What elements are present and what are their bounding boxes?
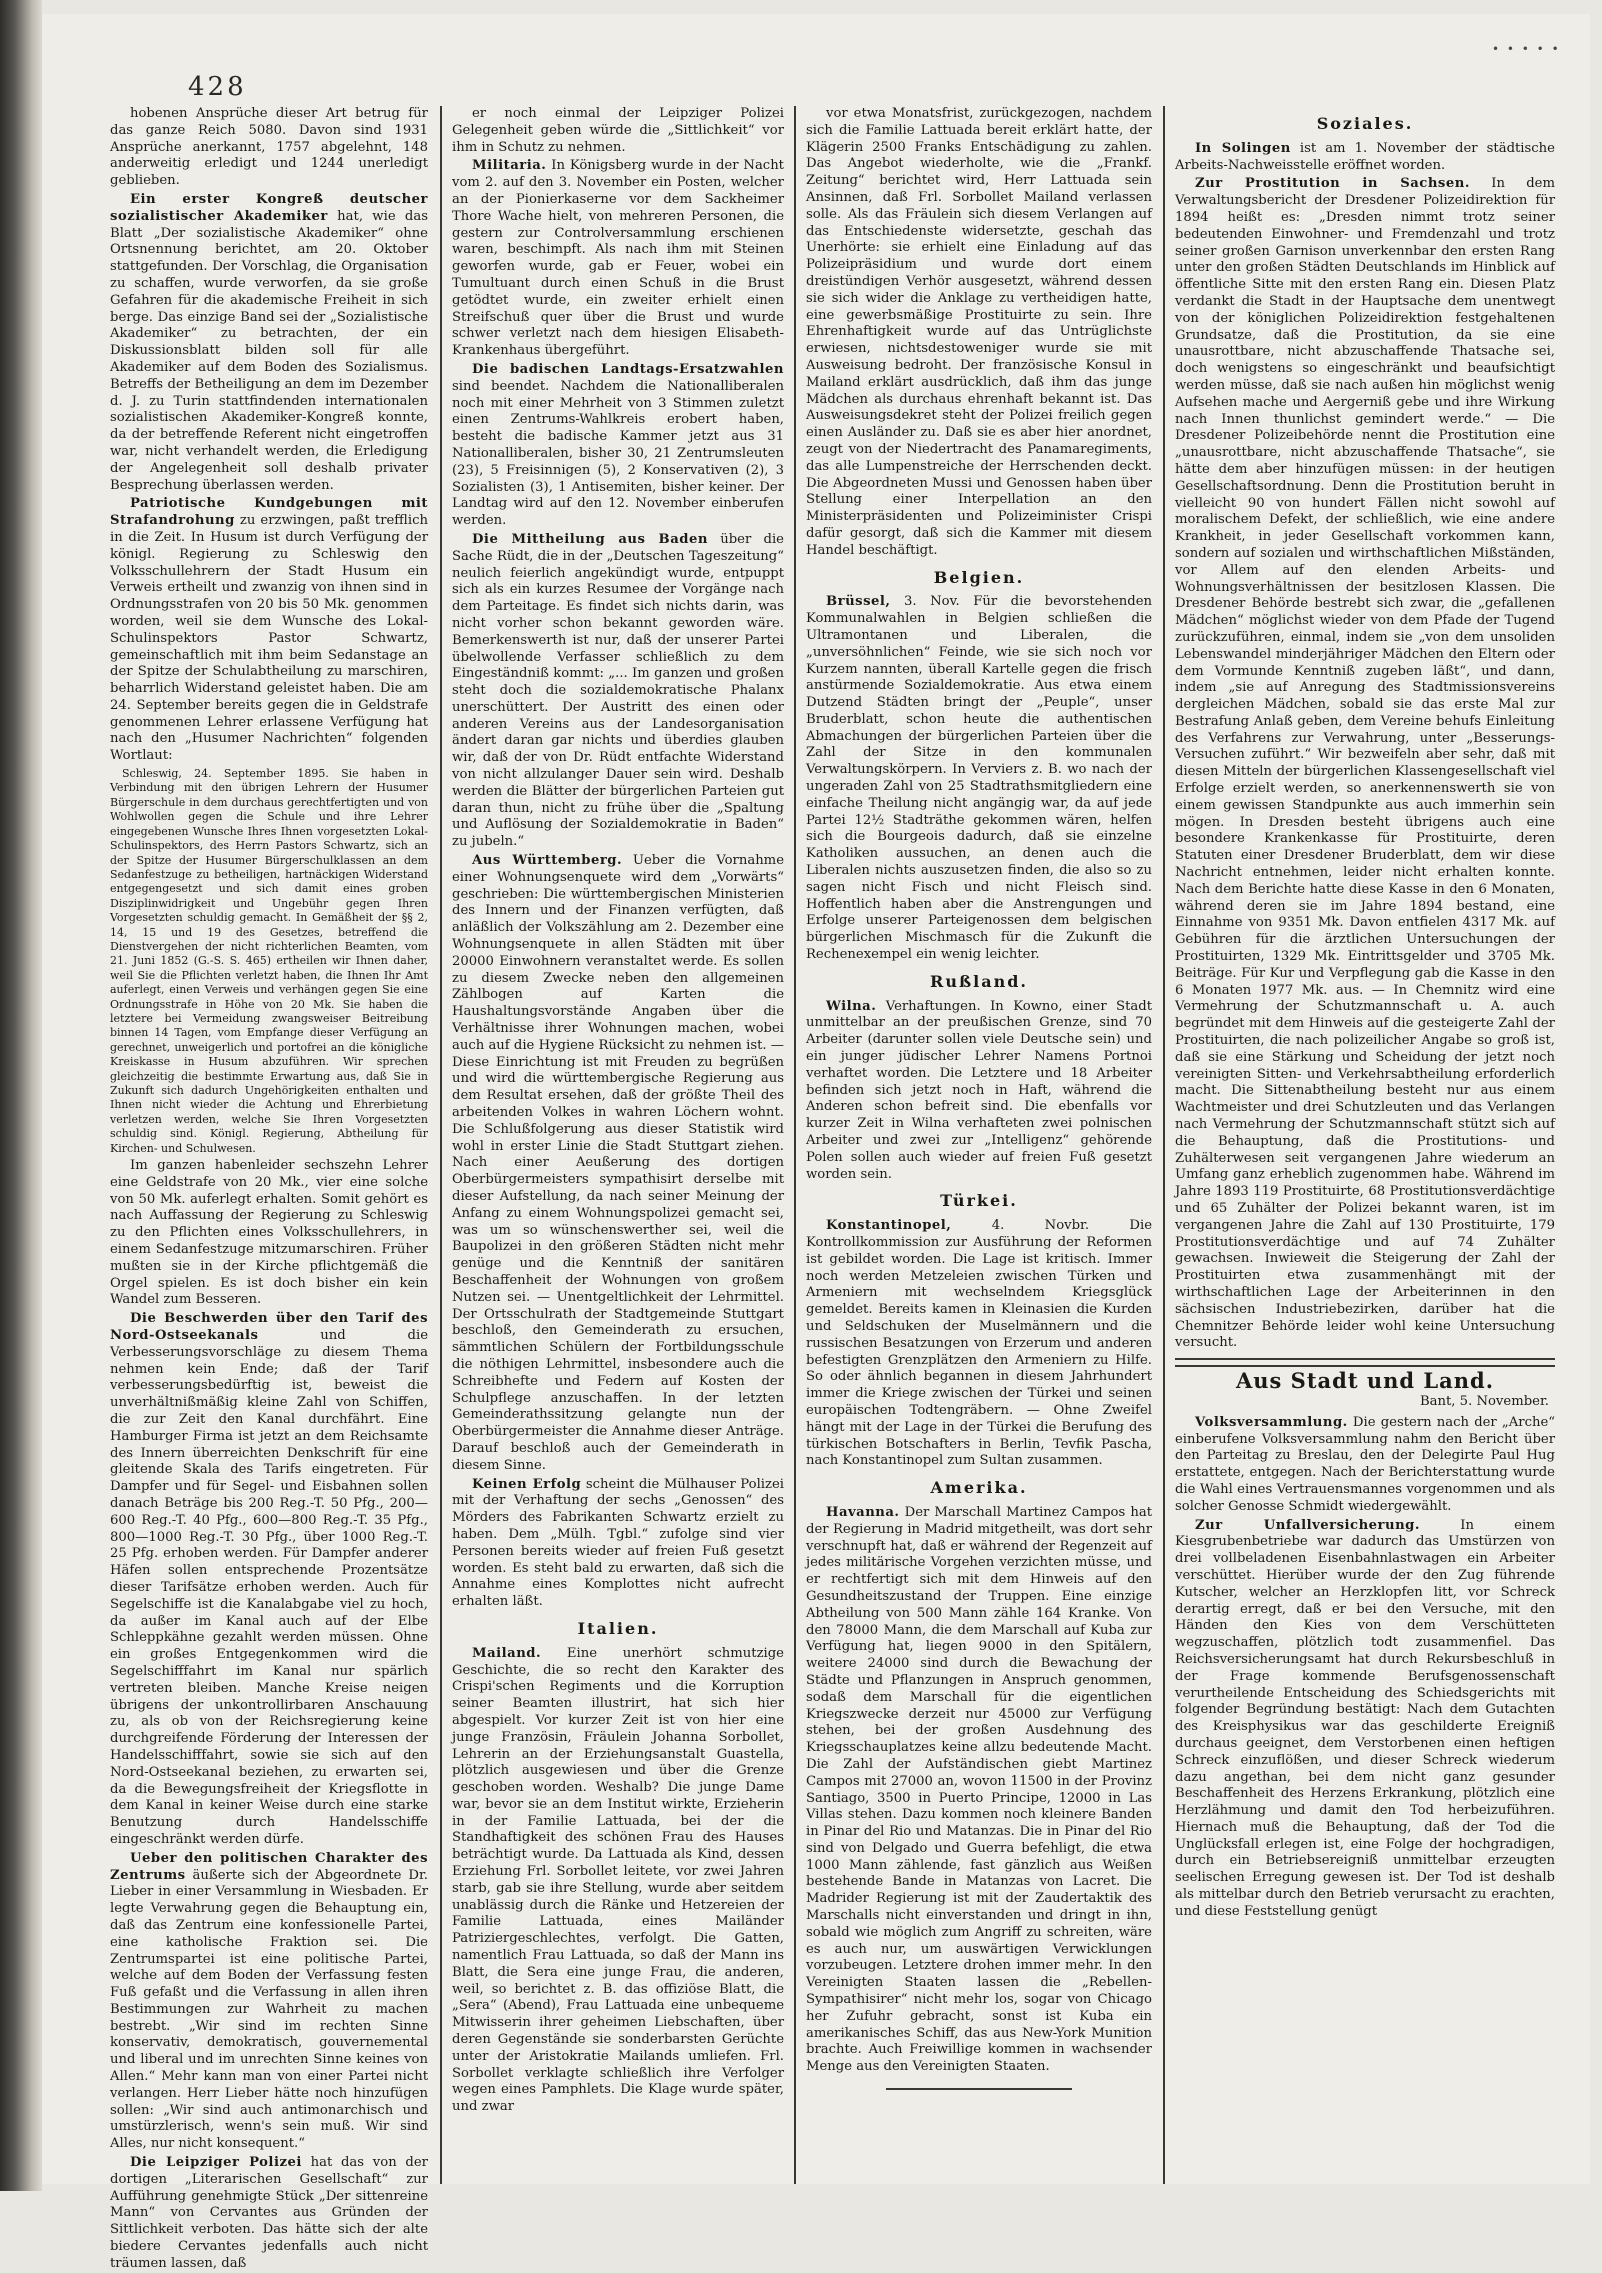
column-2 [452, 106, 784, 2176]
article-lead: Patriotische Kundgebungen mit Strafandrohung [110, 496, 428, 529]
column-rule [1163, 106, 1165, 2184]
article-lead: Wilna. [826, 998, 877, 1014]
article-body: 4. Novbr. Die Kontrollkommission zur Ausführung der Reformen ist gebildet worden. Die Lage ist kritisch. Immer noch werden Metzeleien zwischen Türken und Armeniern mit wechselndem Kriegsglück gemeldet. Bereits kamen in Kleinasien die Kurden und Seldschuken der Muselmännern und die russischen Besatzungen von Erzerum und anderen befestigten Grenzplätzen den Armeniern zu Hilfe. So oder ähnlich begannen in diesem Jahrhundert immer die Kriege zwischen der Türkei und seinen europäischen Todtengräbern. — Ohne Zweifel hängt mit der Lage in der Türkei die Berufung des türkischen Botschafters in Berlin, Tevfik Pascha, nach Konstantinopel zum Sultan zusammen. [806, 1218, 1152, 1469]
article-lead: Zur Unfallversicherung. [1195, 1517, 1420, 1533]
article-paragraph [1175, 176, 1555, 1352]
article-paragraph [110, 1851, 428, 2153]
article-lead: Ein erster Kongreß deutscher sozialistischer Akademiker [110, 191, 428, 224]
article-paragraph [452, 532, 784, 851]
dateline: Bant, 5. November. [1419, 1393, 1549, 1409]
article-paragraph [452, 158, 784, 360]
article-body: In einem Kiesgrubenbetriebe war dadurch das Umstürzen von drei vollbeladenen Eisenbahnlastwagen ein Arbeiter verschüttet. Hierüber wurde der den Zug führende Kutscher, welcher an Herzklopfen litt, vor Schreck derartig erregt, daß er bei den Versuche, mit den Händen den Kies von dem Verschütteten wegzuschaffen, plötzlich todt zusammenfiel. Das Reichsversicherungsamt hat durch Rekursbeschluß in der Frage kommende Berufsgenossenschaft verurtheilende Entscheidung des Schiedsgerichts mit folgender Begründung bestätigt: Nach dem Gutachten des Kreisphysikus war das geschilderte Ereigniß durchaus geeignet, dem Verstorbenen einen heftigen Schreck einzuflößen, und dieser Schreck wiederum dazu angethan, bei dem nicht ganz gesunder Beschaffenheit des Herzens Erkrankung, plötzlich eine Herzlähmung und damit den Tod herbeizuführen. Hiernach muß die Behauptung, daß der Tod die Unglücksfall erlegen ist, eine Folge der hochgradigen, durch ein Betriebsereigniß unmittelbar erzeugten seelischen Erregung gewesen ist. Der Tod ist deshalb als mittelbar durch den Betrieb verursacht zu erachten, und diese Feststellung genügt [1175, 1517, 1555, 1919]
quoted-decree: Schleswig, 24. September 1895. Sie haben in Verbindung mit den übrigen Lehrern der Husumer Bürgerschule in dem durchaus gerechtfertigten und von Wohlwollen gegen die Schule und ihre Lehrer eingegebenen Wunsche Ihres Ihnen vorgesetzten Lokal-Schulinspektors, des Herrn Pastors Schwartz, sich an der Spitze der Husumer Bürgerschulklassen an dem Sedanfestzuge zu betheiligen, hartnäckigen Widerstand entgegengesetzt und sich damit eines groben Disziplinwidrigkeit und Ungebühr gegen Ihren Vorgesetzten schuldig gemacht. In Gemäßheit der §§ 2, 14, 15 und 19 des Gesetzes, betreffend die Dienstvergehen der nicht richterlichen Beamten, vom 21. Juni 1852 (G.-S. S. 465) ertheilen wir Ihnen daher, weil Sie die Pflichten verletzt haben, die Ihnen Ihr Amt auferlegt, einen Verweis und verhängen gegen Sie eine Ordnungsstrafe in Höhe von 20 Mk. Sie haben die letztere bei Vermeidung zwangsweiser Beitreibung binnen 14 Tagen, vom Empfange dieser Verfügung an gerechnet, unweigerlich und portofrei an die königliche Kreiskasse in Husum abzuführen. Wir sprechen gleichzeitig die bestimmte Erwartung aus, daß Sie in Zukunft sich dadurch Ungehörigkeiten enthalten und Ihnen nicht wieder die Achtung und Ehrerbietung verletzen werden, welche Sie Ihren Vorgesetzten schuldig sind. Königl. Regierung, Abtheilung für Kirchen- und Schulwesen. [110, 767, 428, 1155]
article-body: und die Verbesserungsvorschläge zu diesem Thema nehmen kein Ende; daß der Tarif verbesserungsbedürftig ist, beweist die unverhältnißmäßig kleine Zahl von Schiffen, die zur Zeit den Kanal durchfährt. Eine Hamburger Firma ist jetzt an dem Reichsamte des Innern überreichten Denkschrift für eine gleitende Skala des Tarifs eingetreten. Für Dampfer und für Segel- und Eisbahnen sollen danach Beträge bis 200 Reg.-T. 50 Pfg., 200—600 Reg.-T. 40 Pfg., 600—800 Reg.-T. 35 Pfg., 800—1000 Reg.-T. 30 Pfg., über 1000 Reg.-T. 25 Pfg. erhoben werden. Für Dampfer anderer Häfen sollen entsprechende Prozentsätze dieser Tarifsätze erhoben werden. Auch für Segelschiffe ist die Kanalabgabe viel zu hoch, da außer im Kanal auch auf der Elbe Schleppkähne gezahlt werden müssen. Ohne ein großes Entgegenkommen wird die Segelschifffahrt im Kanal nur spärlich vertreten bleiben. Manche Kreise neigen übrigens der unkontrollirbaren Anschauung zu, als ob von der Reichsregierung keine durchgreifende Förderung der Interessen der Handelsschifffahrt, sowie sie sich auf den Nord-Ostseekanal beziehen, zu erwarten sei, da die Bewegungsfreiheit der Kriegsflotte in dem Kanal in keiner Weise durch eine starke Benutzung durch Handelsschiffe eingeschränkt werden dürfe. [110, 1328, 428, 1847]
article-body: Der Marschall Martinez Campos hat der Regierung in Madrid mitgetheilt, was dort sehr verschnupft hat, daß er während der Regenzeit auf jedes militärische Vorgehen verzichten müsse, und er rechtfertigt sich mit dem Hinweis auf den Gesundheitszustand der Truppen. Eine einzige Abtheilung von 500 Mann zähle 164 Kranke. Von den 78000 Mann, die dem Marschall auf Kuba zur Verfügung hat, liegen 9000 in den Spitälern, weitere 24000 sind durch die Bewachung der Städte und Pflanzungen in Anspruch genommen, sodaß dem Marschall für die eigentlichen Kriegszwecke derzeit nur 45000 zur Verfügung stehen, bei der großen Ausdehnung des Kriegsschauplatzes keine allzu bedeutende Macht. Die Zahl der Aufständischen giebt Martinez Campos mit 27000 an, wovon 11500 in der Provinz Santiago, 3500 in Puerto Principe, 12000 in Las Villas stehen. Dazu kommen noch kleinere Banden in Pinar del Rio und Matanzas. Die in Pinar del Rio sind von Delgado und Guerra befehligt, die etwa 1000 Mann zählende, fast gänzlich aus Weißen bestehende Bande in Matanzas von Lacret. Die Madrider Regierung ist mit der Zaudertaktik des Marschalls nicht einverstanden und dringt in ihn, sobald wie möglich zum Angriff zu schreiten, wäre es auch nur, um auswärtigen Verwicklungen vorzubeugen. Letztere drohen immer mehr. In den Vereinigten Staaten lassen die „Rebellen-Sympathisirer“ nicht mehr los, sogar von Chicago her Zufuhr gebracht, sonst ist Kuba ein amerikanisches Schiff, das aus New-York Munition brachte. Auch Freiwillige kommen in wachsender Menge aus den Vereinigten Staaten. [806, 1504, 1152, 2075]
article-paragraph [452, 1477, 784, 1611]
article-lead: In Solingen [1195, 140, 1291, 156]
article-body: scheint die Mülhauser Polizei mit der Verhaftung der sechs „Genossen“ des Mörders des Fabrikanten Schwartz erzielt zu haben. Dem „Mülh. Tgbl.“ zufolge sind vier Personen bereits wieder auf freien Fuß gesetzt worden. Es steht bald zu erwarten, daß sich die Annahme eines Komplottes nicht aufrecht erhalten läßt. [452, 1476, 784, 1610]
article-body: Die gestern nach der „Arche“ einberufene Volksversammlung nahm den Bericht über den Parteitag zu Breslau, den der Delegirte Paul Hug erstattete, entgegen. Nach der Berichterstattung wurde die Wahl eines Vertrauensmannes vorgenommen und als solcher Genosse Schmidt wiedergewählt. [1175, 1414, 1555, 1514]
article-body: über die Sache Rüdt, die in der „Deutschen Tageszeitung“ neulich feierlich angekündigt wurde, entpuppt sich als ein kurzes Resumee der Vorgänge nach dem Parteitage. Es findet sich nichts darin, was nicht vorher schon bekannt geworden wäre. Bemerkenswerth ist nur, daß der unserer Partei übelwollende Verfasser schließlich zu dem Eingeständniß kommt: „... Im ganzen und großen steht doch die sozialdemokratische Phalanx unerschüttert. Der Austritt des einen oder anderen Vereins aus der Landesorganisation ändert daran gar nichts und überdies glauben wir, daß der von Dr. Rüdt entfachte Widerstand von nicht allzulanger Dauer sein wird. Deshalb werden die Blätter der bürgerlichen Parteien gut daran thun, nicht zu frühe über die „Spaltung und Auflösung der Sozialdemokratie in Baden“ zu jubeln.“ [452, 531, 784, 850]
article-paragraph: vor etwa Monatsfrist, zurückgezogen, nachdem sich die Familie Lattuada bereit erklärt hatte, der Klägerin 2500 Franks Entschädigung zu zahlen. Das Angebot wiederholte, wie die „Frankf. Zeitung“ berichtet wird, Herr Lattuada sein Ansinnen, daß Frl. Sorbollet Mailand verlassen solle. Als das Fräulein sich diesem Verlangen auf das Entschiedenste widersetzte, geschah das Unerhörte: sie erhielt eine Einladung auf das Polizeipräsidium und wurde dort einem dreistündigen Verhör ausgesetzt, während dessen sie sich wider die Anklage zu vertheidigen hatte, eine gewerbsmäßige Prostituirte zu sein. Ihre Ehrenhaftigkeit wurde auf das Untrüglichste erwiesen, nichtsdestoweniger wurde sie mit Ausweisung bedroht. Der französische Konsul in Mailand erklärt ausdrücklich, daß ihm das junge Mädchen als durchaus ehrenhaft bekannt ist. Das Ausweisungsdekret steht der Polizei freilich gegen einen Ausländer zu. Daß sie es aber hier anordnet, zeugt von der Niedertracht des Panamaregiments, das alle Lumpenstreiche der Herrschenden deckt. Die Abgeordneten Mussi und Genossen haben über Stellung einer Interpellation an den Ministerpräsidenten und Polizeiminister Crispi dafür gesorgt, daß sich die Kammer mit diesem Handel beschäftigt. [806, 106, 1152, 558]
article-body: Ueber die Vornahme einer Wohnungsenquete wird dem „Vorwärts“ geschrieben: Die württembergischen Ministerien des Innern und der Finanzen verfügten, daß anläßlich der Volkszählung am 2. Dezember eine Wohnungsenquete in allen Städten mit über 20000 Einwohnern veranstaltet werde. Es sollen zu diesem Zwecke neben den allgemeinen Zählbogen auf Karten die Haushaltungsvorstände Angaben über die Verhältnisse ihrer Wohnungen machen, wobei auch auf die Hygiene Rücksicht zu nehmen ist. — Diese Einrichtung ist mit Freuden zu begrüßen und wird die württembergische Regierung aus dem Resultat ersehen, daß der größte Theil des arbeitenden Volkes in wahren Löchern wohnt. Die Schlußfolgerung aus dieser Statistik wird wohl in erster Linie die Stadt Stuttgart ziehen. Nach einer Aeußerung des dortigen Oberbürgermeisters sympathisirt derselbe mit dieser Aufstellung, da nach seiner Meinung der Anfang zu einem Wohnungspolizei gemacht sei, was um so wünschenswerther sei, weil die Baupolizei in den größeren Städten nicht mehr genüge und die Kenntniß der sanitären Beschaffenheit der Wohnungen von großem Nutzen sei. — Unentgeltlichkeit der Lehrmittel. Der Ortsschulrath der Stadtgemeinde Stuttgart beschloß, den Gemeinderath zu ersuchen, sämmtlichen Schülern der Fortbildungsschule die nöthigen Lehrmittel, insbesondere auch die Schreibhefte und Federn auf Kosten der Schulpflege anzuschaffen. In der letzten Gemeinderathssitzung gelangte nun der Oberbürgermeister die Annahme dieser Anträge. Darauf beschloß auch der Gemeinderath in diesem Sinne. [452, 853, 784, 1473]
column-rule [440, 106, 442, 2184]
column-1 [110, 106, 428, 2271]
article-lead: Volksversammlung. [1195, 1414, 1348, 1430]
article-paragraph [1175, 1415, 1555, 1516]
newspaper-page [42, 14, 1590, 2271]
section-heading-italien: Italien. [577, 1618, 659, 1638]
article-paragraph [806, 999, 1152, 1184]
article-body: In Königsberg wurde in der Nacht vom 2. auf den 3. November ein Posten, welcher an der Pionierkaserne vor dem Sackheimer Thore Wache hielt, von mehreren Personen, die gestern zur Controlversammlung erschienen waren, beschimpft. Als nach ihm mit Steinen geworfen wurde, gab er Feuer, wobei ein Tumultuant durch einen Schuß in die Brust getödtet wurde, ein zweiter erhielt einen Streifschuß quer über die Brust und wurde schwer verletzt nach dem hiesigen Elisabeth-Krankenhaus übergeführt. [452, 158, 784, 359]
article-lead: Aus Württemberg. [472, 853, 623, 869]
article-body: sind beendet. Nachdem die Nationalliberalen noch mit einer Mehrheit von 3 Stimmen zuletzt einen Zentrums-Wahlkreis erobert haben, besteht die badische Kammer jetzt aus 31 Nationalliberalen, bisher 30, 21 Zentrumsleuten (23), 5 Freisinnigen (5), 2 Konservativen (2), 3 Sozialisten (3), 1 Antisemiten, bisher keiner. Der Landtag wird auf den 12. November einberufen werden. [452, 378, 784, 529]
article-paragraph [452, 362, 784, 530]
article-body: In dem Verwaltungsbericht der Dresdener Polizeidirektion für 1894 heißt es: „Dresden nimmt trotz seiner bedeutenden Einwohner- und Fremdenzahl und trotz seiner großen Garnison unverkennbar den ersten Rang unter den großen Städten Deutschlands im Hinblick auf öffentliche Sitte mit den ersten Rang ein. Diesen Platz verdankt die Stadt in der Hauptsache dem unentwegt von der königlichen Polizeidirektion festgehaltenen Grundsatze, daß die Prostitution, da sie eine unausrottbare, nicht abzuschaffende Thatsache sei, doch wenigstens so eingeschränkt und beaufsichtigt werden müsse, daß sie nach außen hin möglichst wenig Aufsehen mache und Aergerniß gebe und ihre Wirkung nach Innen thunlichst gemindert werde.“ — Die Dresdener Polizeibehörde nennt die Prostitution eine „unausrottbare, nicht abzuschaffende Thatsache“, sie hätte dem aber hinzufügen müssen: in der heutigen Gesellschaftsordnung. Denn die Prostitution beruht in vielleicht 90 von hundert Fällen nicht sowohl auf moralischem Defekt, der schließlich, wie eine andere Krankheit, in jeder Gesellschaft vorkommen kann, sondern auf sozialen und wirthschaftlichen Mißständen, vor Allem auf den elenden Arbeits- und Wohnungsverhältnissen der besitzlosen Klassen. Die Dresdener Behörde bestrebt sich zwar, die „gefallenen Mädchen“ möglichst wieder von dem Pfade der Tugend zurückzuführen, einmal, indem sie „von dem unsoliden Lebenswandel minderjähriger Mädchen den Eltern oder dem Vormunde Kenntniß zugeben läßt“, und dann, indem „sie auf Anregung des Stadtmissionsvereins dergleichen Mädchen, sobald sie das erste Mal zur Bestrafung Anlaß geben, dem Vereine behufs Einleitung des Verfahrens zur Verwahrung, unter „Besserungs-Versuchen zuführt.“ Wir bezweifeln aber sehr, daß mit diesen Mitteln der bürgerlichen Klassengesellschaft viel Erfolge erzielt werden, so anerkennenswerth sie von einem gewissen Standpunkte aus auch immerhin sein mögen. In Dresden besteht übrigens auch eine besondere Krankenkasse für Prostituirte, deren Statuten einer Dresdener Bruderblatt, dem wir diese Nachricht entnehmen, leider nicht erhalten konnte. Nach dem Berichte hatte diese Kasse in den 6 Monaten, während deren sie im Jahre 1894 bestand, eine Einnahme von 9351 Mk. Davon entfielen 4317 Mk. auf Gebühren für die ärztlichen Untersuchungen der Prostituirten, 1329 Mk. Eintrittsgelder und 3705 Mk. Beiträge. Für Kur und Verpflegung gab die Kasse in den 6 Monaten 1977 Mk. aus. — In Chemnitz wird eine Vermehrung der Schutzmannschaft u. A. auch begründet mit dem Hinweis auf die gesteigerte Zahl der Prostituirten, die nach polizeilicher Angabe so groß ist, daß sie eine Stärkung und Scheidung der jetzt noch vereinigten Sitten- und Verkehrsabtheilung erforderlich macht. Die Sittenabtheilung besteht nur aus einem Wachtmeister und drei Schutzleuten und das Verlangen nach Vermehrung der Schutzmannschaft stützt sich auf die Behauptung, daß die Prostitutions- und Zuhälterwesen seit vergangenen Jahre wiederum an Umfang ganz erheblich zugenommen habe. Während im Jahre 1893 119 Prostituirte, 68 Prostitutionsverdächtige und 65 Zuhälter der Polizei bekannt waren, ist im vergangenen Jahre die Zahl auf 130 Prostituirte, 179 Prostitutionsverdächtige und auf 74 Zuhälter gewachsen. Inwieweit die Steigerung der Zahl der Prostituirten etwa zusammenhängt mit der wirthschaftlichen Lage der Arbeiterinnen in den sächsischen Industriebezirken, darüber hat die Chemnitzer Behörde leider wohl keine Untersuchung versucht. [1175, 176, 1555, 1351]
column-4 [1175, 106, 1555, 2176]
article-paragraph [1175, 141, 1555, 175]
page-number: 428 [188, 72, 247, 102]
article-paragraph [110, 496, 428, 765]
article-body: zu erzwingen, paßt trefflich in die Zeit. In Husum ist durch Verfügung der königl. Regierung zu Schleswig den Volksschullehrern der Stadt Husum ein Verweis ertheilt und zwanzig von ihnen sind in Ordnungsstrafen von 20 bis 50 Mk. genommen worden, weil sie dem Wunsche des Lokal-Schulinspektors Pastor Schwartz, gemeinschaftlich mit ihm beim Sedanstage an der Spitze der Schulabtheilung zu marschiren, beharrlich Widerstand geleistet haben. Die am 24. September bereits gegen die in Geldstrafe genommenen Lehrer erlassene Verfügung hat nach den „Husumer Nachrichten“ folgenden Wortlaut: [110, 513, 428, 764]
end-rule [886, 2088, 1072, 2090]
article-body: ist am 1. November der städtische Arbeits-Nachweisstelle eröffnet worden. [1175, 140, 1555, 173]
article-lead: Militaria. [472, 158, 547, 174]
article-paragraph [110, 2155, 428, 2273]
article-body: hat, wie das Blatt „Der sozialistische Akademiker“ ohne Ortsnennung berichtet, am 20. Oktober stattgefunden. Der Vorschlag, die Organisation zu schaffen, wurde verworfen, da sie große Gefahren für die akademische Freiheit in sich berge. Das einzige Band sei der „Sozialistische Akademiker“ zu betrachten, der ein Diskussionsblatt bilden soll für alle Akademiker auf dem Boden des Sozialismus. Betreffs der Betheiligung an dem im Dezember d. J. zu Turin stattfindenden internationalen sozialistischen Akademiker-Kongreß konnte, da der betreffende Referent nicht eingetroffen war, nicht verhandelt werden, die Erledigung der Angelegenheit soll deshalb privater Besprechung überlassen werden. [110, 208, 428, 493]
article-paragraph [452, 853, 784, 1474]
section-divider [1175, 1358, 1555, 1367]
article-body: Eine unerhört schmutzige Geschichte, die so recht den Karakter des Crispi'schen Regiments und die Korruption seiner Beamten illustrirt, hat sich hier abgespielt. Vor kurzer Zeit ist von hier eine junge Französin, Fräulein Johanna Sorbollet, Lehrerin an der Erziehungsanstalt Guastella, plötzlich ausgewiesen und über die Grenze geschoben worden. Weshalb? Die junge Dame war, bevor sie an dem Institut wirkte, Erzieherin in der Familie Lattuada, bei der die Standhaftigkeit des schönen Frau des Hauses beträchtigt wurde. Da Lattuada als Kind, dessen Erziehung Frl. Sorbollet leitete, vor zwei Jahren starb, gab sie ihre Stellung, wurde aber seitdem unablässig durch die Ränke und Hetzereien der Familie Lattuada, eines Mailänder Patriziergeschlechtes, verfolgt. Die Gatten, namentlich Frau Lattuada, so daß der Mann ins Blatt, die Sera eine junge Frau, die anderen, weil, so berichtet z. B. das offiziöse Blatt, die „Sera“ (Abend), Frau Lattuada eine unbequeme Mitwisserin ihrer geheimen Liebschaften, über deren Gegenstände sie sonderbarsten Gerüchte unter der Aristokratie Mailands umliefen. Frl. Sorbollet verklagte schließlich ihre Verfolger wegen eines Pamphlets. Die Klage wurde später, und zwar [452, 1645, 784, 2115]
article-lead: Havanna. [826, 1504, 900, 1520]
section-heading-aus-stadt-und-land: Aus Stadt und Land. [1235, 1368, 1495, 1394]
article-lead: Zur Prostitution in Sachsen. [1195, 176, 1470, 192]
article-body: Verhaftungen. In Kowno, einer Stadt unmittelbar an der preußischen Grenze, sind 70 Arbeiter (darunter sollen viele Deutsche sein) und ein junger jüdischer Lehrer Namens Portnoi verhaftet worden. Die Letztere und 18 Arbeiter befinden sich jetzt noch in Haft, während die Anderen schon befreit sind. Die ebenfalls vor kurzer Zeit in Wilna verhafteten zwei polnischen Arbeiter und zwei zur „Intelligenz“ gehörende Polen sollen auch wieder auf freien Fuß gesetzt worden sein. [806, 998, 1152, 1182]
section-heading-ru-land: Rußland. [930, 971, 1028, 991]
article-lead: Die Mittheilung aus Baden [472, 531, 708, 547]
article-body: 3. Nov. Für die bevorstehenden Kommunalwahlen in Belgien schließen die Ultramontanen und Liberalen, die „unversöhnlichen“ Feinde, wie sie sich noch vor Kurzem nannten, überall Kartelle gegen die frisch anstürmende Sozialdemokratie. Aus etwa einem Dutzend Städten bringt der „Peuple“, unser Bruderblatt, schon heute die authentischen Abmachungen der bürgerlichen Parteien über die Zahl der Sitze in den kommunalen Verwaltungskörpern. In Verviers z. B. wo nach der ungeraden Zahl von 25 Stadtrathsmitgliedern eine einfache Theilung nicht angängig war, da auf jede Partei 12½ Stadträthe gekommen wären, helfen sich die Bourgeois dadurch, daß sie einzelne Katholiken aussuchen, an denen auch die Liberalen nichts auszusetzen finden, die also so zu sagen nicht Fisch und nicht Fleisch sind. Hoffentlich haben aber die Anstrengungen und Erfolge unserer Parteigenossen dem belgischen bürgerlichen Mischmasch für die Zukunft die Rechenexempel ein wenig leichter. [806, 594, 1152, 963]
article-paragraph: hobenen Ansprüche dieser Art betrug für das ganze Reich 5080. Davon sind 1931 Ansprüche anerkannt, 1757 abgelehnt, 148 anderweitig erledigt und 1244 unerledigt geblieben. [110, 106, 428, 189]
book-binding-edge [0, 0, 42, 2191]
section-heading-tu-rkei: Türkei. [940, 1191, 1018, 1211]
section-heading-soziales: Soziales. [1316, 114, 1414, 133]
section-heading-belgien: Belgien. [933, 567, 1025, 587]
article-paragraph [806, 1505, 1152, 2076]
column-3 [806, 106, 1152, 2176]
article-paragraph [806, 1218, 1152, 1470]
article-lead: Die badischen Landtags-Ersatzwahlen [472, 361, 784, 377]
article-paragraph: er noch einmal der Leipziger Polizei Gelegenheit geben würde die „Sittlichkeit“ vor ihm in Schutz zu nehmen. [452, 106, 784, 155]
article-lead: Mailand. [472, 1645, 542, 1661]
article-body: hat das von der dortigen „Literarischen Gesellschaft“ zur Aufführung genehmigte Stück „Der sittenreine Mann“ von Cervantes aus Gründen der Sittlichkeit verboten. Das hätte sich der alte biedere Cervantes jedenfalls auch nicht träumen lassen, daß [110, 2155, 428, 2271]
article-body: äußerte sich der Abgeordnete Dr. Lieber in einer Versammlung in Wiesbaden. Er legte Verwahrung gegen die Behauptung ein, daß das Zentrum eine konfessionelle Partei, eine katholische Fraktion sei. Die Zentrumspartei ist eine politische Partei, welche auf dem Boden der Verfassung festen Fuß gefaßt und die Verfassung in allen ihren Bestimmungen zur Wahrheit zu machen bestrebt. „Wir sind im rechten Sinne konservativ, demokratisch, gouvernemental und liberal und im unrechten Sinne keines von Allen.“ Mehr kann man von einer Partei nicht verlangen. Herr Lieber hätte noch hinzufügen sollen: „Wir sind auch antimonarchisch und umstürzlerisch, wenn's sein muß. Wir sind Alles, nur nicht konsequent.“ [110, 1867, 428, 2152]
article-lead: Brüssel, [826, 594, 891, 610]
section-heading-amerika: Amerika. [930, 1478, 1028, 1498]
margin-dots: • • • • • [1492, 42, 1561, 56]
article-lead: Konstantinopel, [826, 1218, 952, 1234]
article-paragraph [110, 1311, 428, 1849]
article-lead: Die Beschwerden über den Tarif des Nord-Ostseekanals [110, 1311, 428, 1344]
article-lead: Keinen Erfolg [472, 1476, 582, 1492]
article-lead: Ueber den politischen Charakter des Zentrums [110, 1850, 428, 1883]
article-paragraph: Im ganzen habenleider sechszehn Lehrer eine Geldstrafe von 20 Mk., vier eine solche von 50 Mk. auferlegt erhalten. Somit gehört es nach Auffassung der Regierung zu Schleswig zu den Pflichten eines Volksschullehrers, in einem Sedanfestzuge mitzumarschiren. Früher mußten sie in der Kirche pflichtgemäß die Orgel spielen. Es ist doch bisher ein kein Wandel zum Besseren. [110, 1158, 428, 1308]
article-lead: Die Leipziger Polizei [130, 2155, 302, 2171]
column-rule [794, 106, 796, 2184]
article-paragraph [806, 594, 1152, 964]
article-paragraph [110, 192, 428, 494]
article-paragraph [452, 1646, 784, 2116]
article-paragraph [1175, 1518, 1555, 1921]
